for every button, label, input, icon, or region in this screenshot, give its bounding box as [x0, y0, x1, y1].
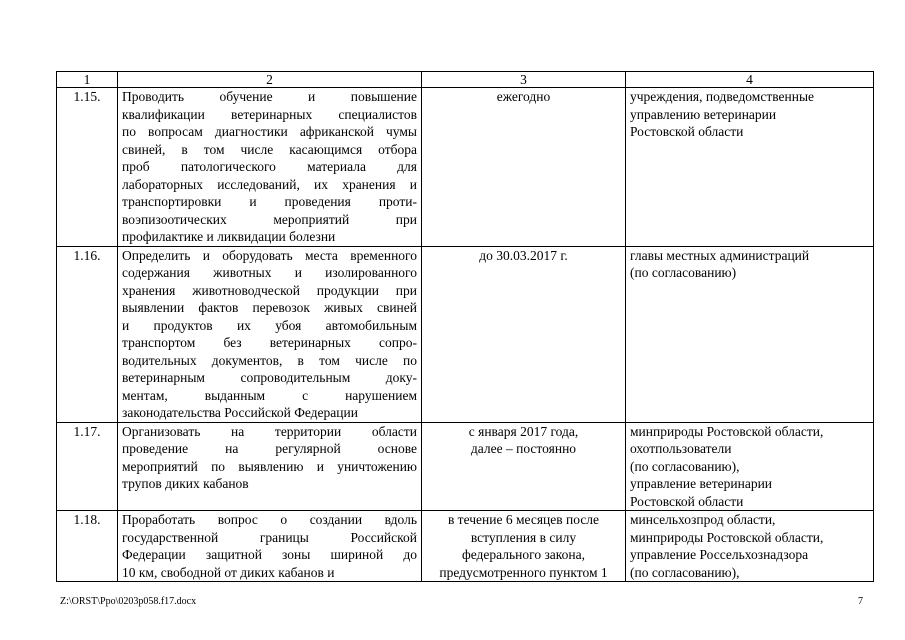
measure-cell	[118, 422, 422, 511]
measure-cell-line: Организовать на территории области	[122, 423, 417, 439]
measure-cell-line: воэпизоотических мероприятий при	[122, 211, 417, 227]
measure-cell-line: трупов диких кабанов	[122, 476, 249, 491]
measure-cell-line: и продуктов их убоя автомобильным	[122, 317, 417, 333]
measure-cell-line: Определить и оборудовать места временного	[122, 247, 417, 263]
header-col-2: 2	[118, 72, 422, 88]
measure-cell-line: ветеринарным сопроводительным доку-	[122, 370, 417, 385]
header-col-3: 3	[422, 72, 626, 88]
executor-cell-line: минсельхозпрод области,	[630, 512, 776, 527]
row-number: 1.18.	[57, 511, 118, 582]
measure-cell-line: транспортом без ветеринарных сопро-	[122, 335, 417, 350]
footer-file-path: Z:\ORST\Ppo\0203p058.f17.docx	[60, 596, 197, 607]
measure-cell	[118, 88, 422, 247]
executor-cell-line: управлению ветеринарии	[630, 106, 777, 122]
executor-cell-line: Ростовской области	[630, 124, 744, 139]
measure-cell-line: ментам, выданным с нарушением	[122, 387, 417, 403]
table-row	[57, 88, 874, 247]
deadline-cell	[422, 88, 626, 247]
executor-cell-line: минприроды Ростовской области,	[630, 423, 824, 439]
executor-cell-line: (по согласованию),	[630, 564, 740, 580]
executor-cell	[626, 246, 874, 422]
row-number: 1.16.	[57, 246, 118, 422]
deadline-cell-line: с января 2017 года,	[468, 423, 579, 439]
deadline-cell-line: до 30.03.2017 г.	[479, 247, 568, 263]
deadline-cell	[422, 511, 626, 582]
deadline-cell-line: предусмотренного пунктом 1	[439, 564, 608, 580]
measure-cell-line: свиней, в том числе касающимся отбора	[122, 141, 417, 157]
executor-cell-line: учреждения, подведомственные	[630, 89, 815, 104]
measure-cell-line: квалификации ветеринарных специалистов	[122, 106, 417, 122]
table-row	[57, 246, 874, 422]
measure-cell-line: проведение на регулярной основе	[122, 441, 417, 456]
measure-cell-line: 10 км, свободной от диких кабанов и	[122, 564, 335, 580]
measure-cell-line: профилактике и ликвидации болезни	[122, 229, 336, 244]
executor-cell-line: охотпользователи	[630, 441, 732, 456]
executor-cell	[626, 511, 874, 582]
executor-cell-line: (по согласованию),	[630, 458, 740, 474]
measure-cell-line: Федерации защитной зоны шириной до	[122, 547, 417, 562]
measure-cell-line: Проработать вопрос о создании вдоль	[122, 512, 417, 527]
measure-cell-line: законодательства Российской Федерации	[122, 405, 358, 420]
measure-cell-line: содержания животных и изолированного	[122, 265, 417, 280]
header-col-1: 1	[57, 72, 118, 88]
measure-cell-line: транспортировки и проведения проти-	[122, 194, 417, 209]
row-number: 1.17.	[57, 422, 118, 511]
measure-cell-line: лабораторных исследований, их хранения и	[122, 176, 417, 192]
executor-cell	[626, 422, 874, 511]
executor-cell	[626, 88, 874, 247]
header-col-4: 4	[626, 72, 874, 88]
executor-cell-line: (по согласованию)	[630, 265, 737, 280]
deadline-cell-line: далее – постоянно	[470, 441, 577, 456]
measure-cell-line: мероприятий по выявлению и уничтожению	[122, 458, 417, 474]
table-row	[57, 422, 874, 511]
measure-cell	[118, 511, 422, 582]
executor-cell-line: управление ветеринарии	[630, 476, 773, 491]
footer-page-number: 7	[858, 596, 863, 607]
measure-cell-line: выявлении фактов перевозок живых свиней	[122, 300, 417, 315]
table-row	[57, 511, 874, 582]
deadline-cell-line: в течение 6 месяцев после	[447, 512, 600, 527]
measure-cell-line: государственной границы Российской	[122, 529, 417, 545]
deadline-cell	[422, 246, 626, 422]
measure-cell-line: Проводить обучение и повышение	[122, 89, 417, 104]
executor-cell-line: минприроды Ростовской области,	[630, 529, 824, 545]
measure-cell-line: хранения животноводческой продукции при	[122, 282, 417, 298]
deadline-cell	[422, 422, 626, 511]
measure-cell-line: по вопросам диагностики африканской чумы	[122, 124, 417, 139]
deadline-cell-line: вступления в силу	[470, 529, 577, 545]
executor-cell-line: управление Россельхознадзора	[630, 547, 809, 562]
executor-cell-line: главы местных администраций	[630, 247, 810, 263]
deadline-cell-line: ежегодно	[496, 89, 551, 104]
measure-cell	[118, 246, 422, 422]
deadline-cell-line: федерального закона,	[461, 547, 586, 562]
table-header-row	[57, 72, 874, 88]
measure-cell-line: водительных документов, в том числе по	[122, 352, 417, 368]
row-number: 1.15.	[57, 88, 118, 247]
measures-table	[56, 71, 874, 582]
measure-cell-line: проб патологического материала для	[122, 159, 417, 174]
executor-cell-line: Ростовской области	[630, 493, 744, 509]
